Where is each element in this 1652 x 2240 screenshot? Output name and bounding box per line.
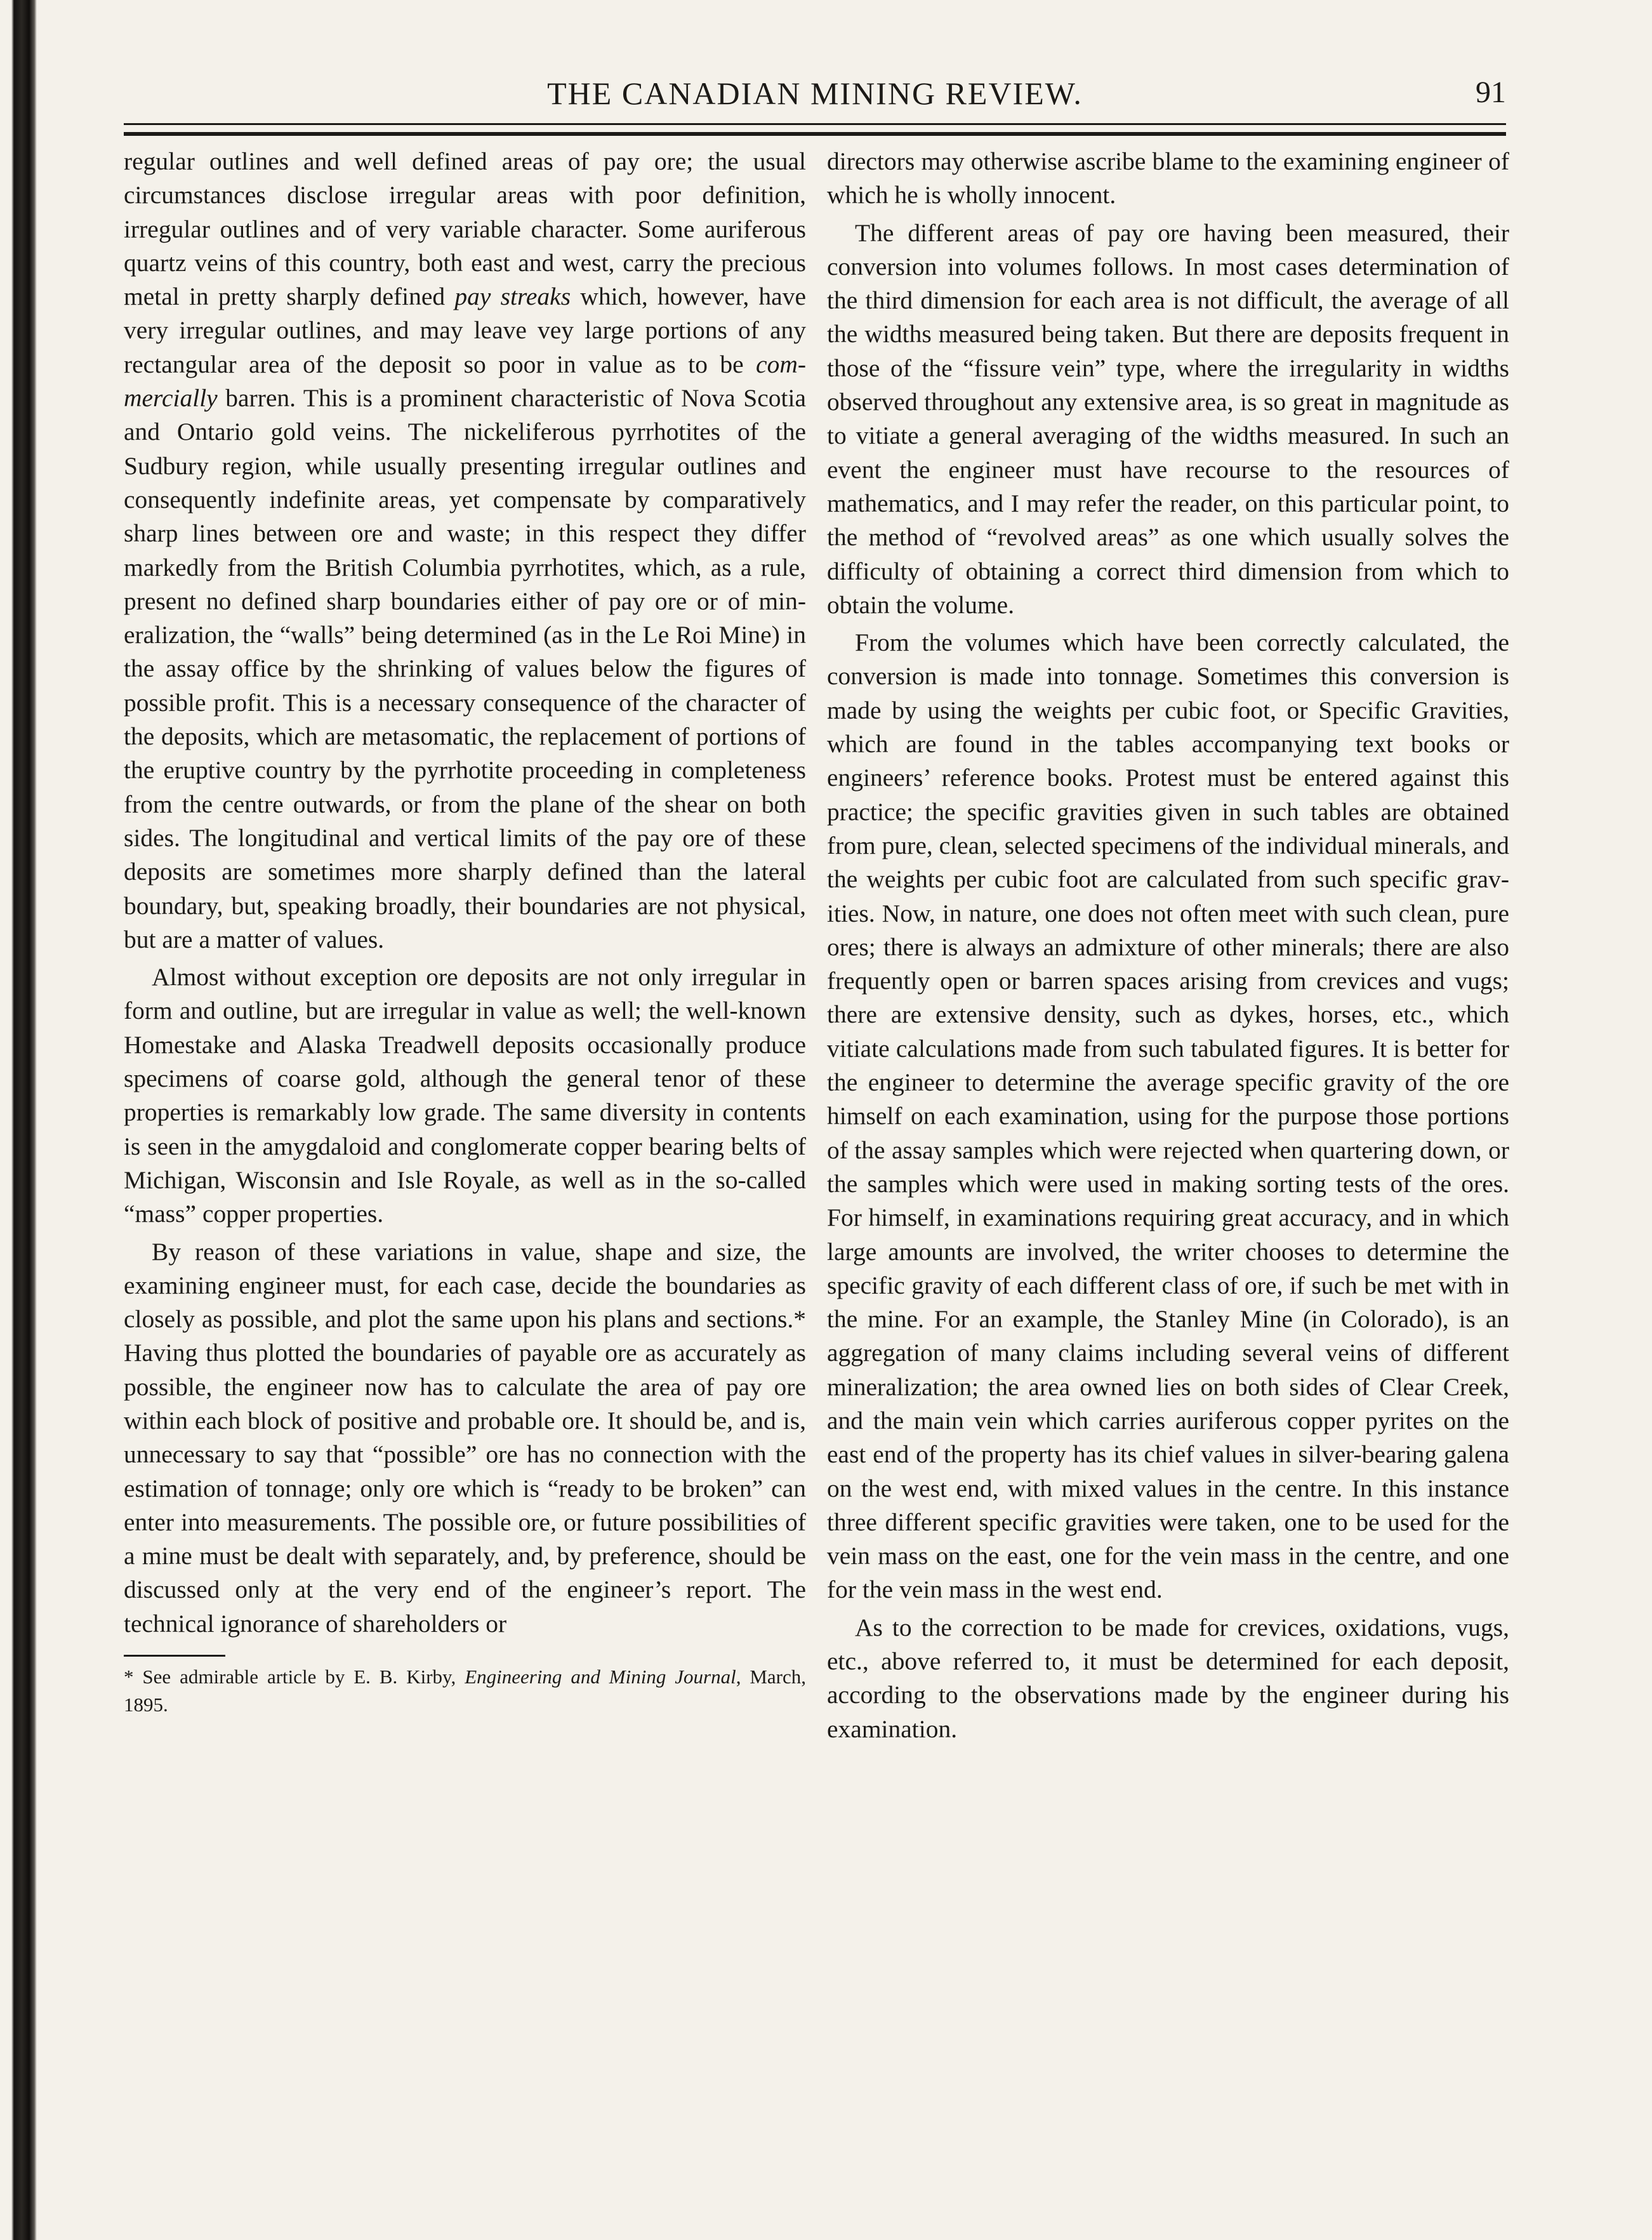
footnote-rule — [124, 1655, 225, 1657]
paragraph: directors may otherwise ascribe blame to the examining engineer of which he is wholly innocent. — [827, 147, 1509, 209]
right-column — [827, 145, 1509, 1746]
page-binding-edge — [0, 0, 37, 2240]
header-rule-thin — [124, 123, 1506, 125]
left-column — [124, 145, 806, 1719]
page-number: 91 — [1476, 76, 1506, 109]
paragraph: The different areas of pay ore having been measured, their conversion into volumes follows. In most cases determination of the third dimension for each area is not difficult, the average of all the widths measured being taken. But there are deposits frequent in those of the “fissure vein” type, where the irregularity in widths observed throughout any extensive area, is so great in magnitude as to vitiate a general averaging of the widths measured. In such an event the engineer must have recourse to the resources of mathematics, and I may refer the reader, on this particular point, to the method of “revolved areas” as one which usually solves the difficulty of obtaining a correct third dimension from which to obtain the volume. — [827, 218, 1509, 619]
paragraph: Almost without exception ore deposits are not only irregular in form and outline, but are irregular in value as well; the well-known Homestake and Alaska Treadwell deposits occasionally produce specimens of coarse gold, although the general tenor of these properties is remarkably low grade. The same diversity in contents is seen in the amygdaloid and conglomerate copper bearing belts of Michigan, Wisconsin and Isle Royale, as well as in the so-called “mass” copper properties. — [124, 963, 806, 1228]
paragraph: regular outlines and well defined areas of pay ore; the usual circumstances disclose irregular areas with poor definition, irregular outlines and of very variable character. Some auriferous quartz veins of this country, both east and west, carry the precious metal in pretty sharply defined pay streaks which, however, have very irregular outlines, and may leave vey large portions of any rectangular area of the deposit so poor in value as to be commercially barren. This is a prominent characteristic of Nova Scotia and Ontario gold veins. The nickeliferous pyrrhotites of the Sudbury region, while usually presenting irregular outlines and consequently indefinite areas, yet compensate by comparatively sharp lines between ore and waste; in this respect they differ markedly from the British Columbia pyrrhotites, which, as a rule, present no defined sharp boundaries either of pay ore or of mineralization, the “walls” being determined (as in the Le Roi Mine) in the assay office by the shrinking of values below the figures of possible profit. This is a necessary consequence of the character of the deposits, which are metasomatic, the replacement of portions of the eruptive country by the pyrrhotite proceeding in completeness from the centre outwards, or from the plane of the shear on both sides. The longitudinal and vertical limits of the pay ore of these deposits are sometimes more sharply defined than the lateral boundary, but, speaking broadly, their boundaries are not physical, but are a matter of values. — [124, 147, 806, 953]
paragraph: By reason of these variations in value, shape and size, the examining engineer must, for each case, decide the boundaries as closely as possible, and plot the same upon his plans and sections.* Having thus plotted the boundaries of payable ore as accurately as possible, the engineer now has to calculate the area of pay ore within each block of positive and probable ore. It should be, and is, unnecessary to say that “possible” ore has no connection with the estimation of tonnage; only ore which is “ready to be broken” can enter into measurements. The possible ore, or future possibilities of a mine must be dealt with separately, and, by preference, should be discussed only at the very end of the engineer’s report. The technical ignorance of shareholders or — [124, 1237, 806, 1638]
header-rule-thick — [124, 132, 1506, 136]
footnote: * See admirable article by E. B. Kirby, Engineering and Mining Journal, March, 1895. — [124, 1666, 807, 1716]
paragraph: As to the correction to be made for crevices, oxidations, vugs, etc., above referred to, it must be determined for each deposit, according to the observations made by the engineer during his examination. — [827, 1613, 1509, 1743]
running-header — [124, 75, 1506, 119]
journal-title: THE CANADIAN MINING REVIEW. — [547, 76, 1083, 111]
paragraph: From the volumes which have been correctly calculated, the conversion is made into tonnage. Sometimes this conversion is made by using the weights per cubic foot, or Specific Gravities, which are found in the tables accompanying text books or engineers’ reference books. Protest must be entered against this practice; the specific gravities given in such tables are obtained from pure, clean, selected specimens of the individual minerals, and the weights per cubic foot are calculated from such specific gravities. Now, in nature, one does not often meet with such clean, pure ores; there is always an admixture of other minerals; there are also frequently open or barren spaces arising from crevices and vugs; there are extensive density, such as dykes, horses, etc., which vitiate calculations made from such tabulated figures. It is better for the engineer to determine the average specific gravity of the ore himself on each examination, using for the purpose those portions of the assay samples which were rejected when quartering down, or the samples which were used in making sorting tests of the ores. For himself, in examinations requiring great accuracy, and in which large amounts are involved, the writer chooses to determine the specific gravity of each different class of ore, if such be met with in the mine. For an example, the Stanley Mine (in Colorado), is an aggregation of many claims including several veins of different mineralization; the area owned lies on both sides of Clear Creek, and the main vein which carries auriferous copper pyrites on the east end of the property has its chief values in silver-bearing galena on the west end, with mixed values in the centre. In this instance three different specific gravities were taken, one to be used for the vein mass on the east, one for the vein mass in the centre, and one for the vein mass in the west end. — [827, 628, 1509, 1604]
